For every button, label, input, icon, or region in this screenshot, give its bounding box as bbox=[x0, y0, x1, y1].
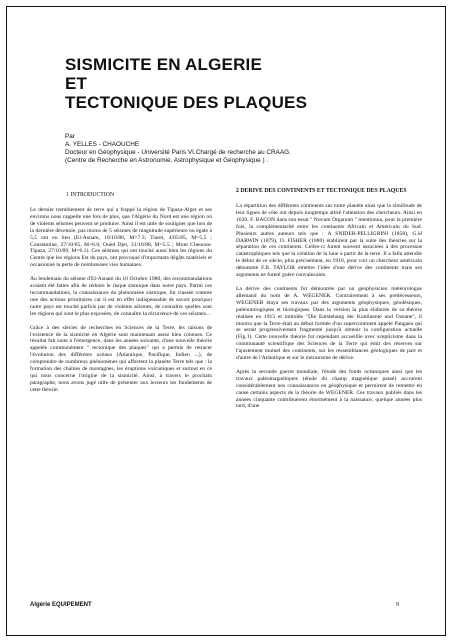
paragraph: Grâce à des siècles de recherches en Sciences de la Terre, les raisons de l'existence de la sismicité en Algérie sont maintenant assez bien connues. Ce résultat fait suite à l'émergence, dans les années soixante, d'une nouvelle théorie appelée communément " tectonique des plaques" qui a permis de retracer l'évolution des différents océans (Atlantique, Pacifique, Indien ...), de comprendre de nombreux phénomènes qui affectent la planète Terre tels que : la formation des chaînes de montagnes, les éruptions volcaniques et surtout en ce qui nous concerne l'origine de la sismicité. Ainsi, à travers le prochain paragraphe, nous avons jugé utile de présenter aux lecteurs les fondements de cette théorie. bbox=[30, 324, 212, 393]
footer-page-number: 9 bbox=[396, 602, 399, 608]
section-heading-derive: 2 DERIVE DES CONTINENTS ET TECTONIQUE DES PLAQUES bbox=[236, 188, 407, 194]
author-block bbox=[65, 133, 395, 165]
paragraph: Au lendemain du séisme d'El-Asnam du 10 Octobre 1980, des recommandations avaient été faites afin de réduire le risque sismique dans notre pays. Parmi ces recommandations, la connaissance du phénomène sismique, fut classée comme une des actions prioritaires car il est en effet indispensable de savoir pourquoi notre pays est touché parfois par de violents séismes, de connaître quelles sont les régions qui sont le plus exposées, de connaître la récurrence de ces séismes... bbox=[30, 276, 212, 317]
left-column bbox=[30, 192, 212, 401]
title-line-3: TECTONIQUE DES PLAQUES bbox=[65, 93, 308, 112]
footer-publication: Algérie EQUIPEMENT bbox=[30, 602, 92, 608]
paragraph: La répartition des différents continents sur notre planète ainsi que la similitude de leur lignes de côte ont depuis longtemps attiré l'attention des chercheurs. Ainsi en 1620, F. BACON dans son essai " Novum Organum " mentionna, pour la première fois, la complémentarité entre les continents Africain et Américain du Sud. Plusieurs autres auteurs tels que : A SNIDER-PELLIGRINI (1858), G.H DARWIN (1879), O. FISHER (1880) établirent par la suite des théories sur la séparation de ces continents. Celles-ci furent souvent associées à des processus catastrophiques tels que la création de la lune à partir de la terre. Il a fallu attendre le début de ce siècle, plus précisément, en 1910, pour voir un chercheur américain dénommé F.B. TAYLOR émettre l'idée d'une dérive des continents mais ses arguments ne furent guère convaincants. bbox=[236, 203, 422, 279]
paragraph: Le dernier tremblement de terre qui a frappé la région de Tipaza-Alger et ses environs nous rappelle une fois de plus, que l'Algérie du Nord est une région où de violents séismes peuvent se produire. Ainsi il est utile de souligner que lors de la dernière décennie, pas moins de 5 séismes de magnitude supérieure ou égale à 5,5 ont eu lieu (El-Asnam, 10/10/80, M=7.3; Tiaret, 4/05/85, M=5,5 ; Constantine, 27/10/85, M=6.0; Oued Djer, 31/10/88, M=5.5 ; Mont Chenoua-Tipaza, 27/10/89, M=6.1). Ces séismes qui ont touché aussi bien les régions du Centre que les régions Est du pays, ont provoqué d'importants dégâts matériels et occasionné la perte de nombreuses vies humaines. bbox=[30, 207, 212, 269]
section-heading-introduction: 1 INTRODUCTION bbox=[66, 192, 115, 198]
right-column bbox=[236, 188, 422, 417]
paragraph: Après la seconde guerre mondiale, l'étude des fonds océaniques ainsi que les travaux paléomagnétiques (étude du champ magnétique passé) accrurent considérablement nos connaissances en géophysique et permirent de remettre en cause certains aspects de la théorie de WEGENER. Ces travaux publiés dans les années cinquante contribuèrent énormément à la naissance, quelque années plus tard, d'une bbox=[236, 368, 422, 410]
author-role: Docteur en Géophysique - Université Paris VI.Chargé de recherche au CRAAG. bbox=[65, 149, 291, 156]
article-title bbox=[65, 55, 307, 112]
title-line-1: SISMICITE EN ALGERIE bbox=[65, 55, 263, 74]
paragraph: La dérive des continents fut démontrée par un géophysicien météorologue allemand du nom de A. WEGENER. Contrairement à ses prédécesseurs, WEGENER étaya ses travaux par des arguments géophysiques, géodésiques, paléontologiques et biologiques. Dans la version la plus élaborée de sa théorie réalisée en 1915 et intitulée "Die Entstehung der Kontinente und Ozeane", il montra que la Terre était au début formée d'un supercontinent appelé Pangaea qui se serait progressivement fragmenté jusqu'à obtenir la configuration actuelle (Fig.1). Cette nouvelle théorie fut cependant accueillie avec scepticisme dans la communauté scientifique des Sciences de la Terre qui émit des réserves sur l'ajustement mutuel des continents, sur les ressemblances géologiques de part et d'autre de l'Atlantique et sur le mécanisme de dérive. bbox=[236, 285, 422, 362]
byline-par: Par bbox=[65, 133, 75, 140]
title-line-2: ET bbox=[65, 74, 88, 93]
author-name: A. YELLES - CHAOUCHE bbox=[65, 141, 140, 148]
author-organization: (Centre de Recherche en Astronomie, Astrophysique et Géophysique ) . bbox=[65, 157, 269, 164]
